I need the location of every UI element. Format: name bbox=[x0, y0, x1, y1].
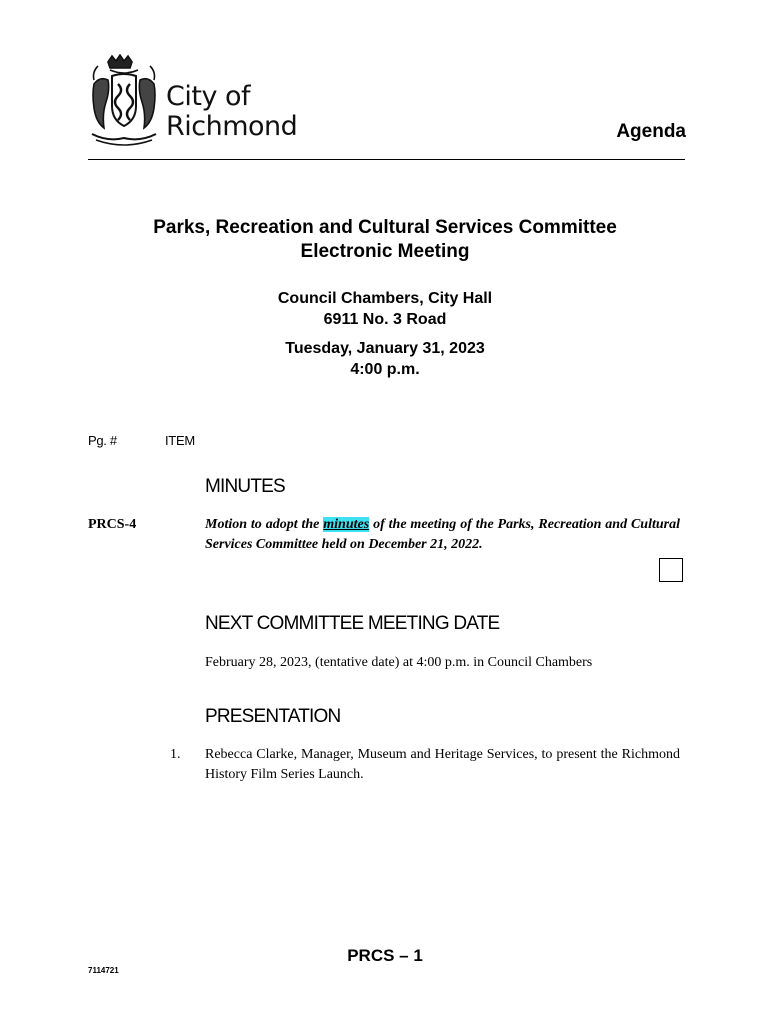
motion-checkbox[interactable] bbox=[659, 558, 683, 582]
location-line1: Council Chambers, City Hall bbox=[277, 290, 493, 307]
meeting-title bbox=[0, 216, 770, 264]
meeting-time: 4:00 p.m. bbox=[350, 361, 420, 378]
section-heading-presentation: PRESENTATION bbox=[205, 706, 341, 727]
highlighted-link[interactable]: minutes bbox=[323, 517, 370, 532]
item-number: 1. bbox=[170, 747, 181, 762]
page-reference: PRCS-4 bbox=[88, 517, 137, 532]
city-name bbox=[166, 82, 297, 142]
motion-text-before: Motion to adopt the bbox=[205, 517, 324, 532]
meeting-title-line1: Parks, Recreation and Cultural Services Committee bbox=[153, 217, 617, 238]
header-divider bbox=[88, 159, 685, 160]
section-heading-minutes: MINUTES bbox=[205, 476, 285, 497]
column-header-item: ITEM bbox=[165, 433, 195, 448]
motion-text bbox=[205, 515, 680, 555]
city-name-line1: City of bbox=[166, 81, 251, 112]
meeting-datetime bbox=[0, 338, 770, 380]
doc-type-label: Agenda bbox=[616, 121, 686, 142]
meeting-location bbox=[0, 288, 770, 330]
motion-text-after: of the meeting of the Parks, Recreation and Cultural Services Committee held on December 21, 2022. bbox=[205, 517, 680, 552]
column-header-page: Pg. # bbox=[88, 433, 117, 448]
city-crest-icon bbox=[88, 54, 160, 148]
presentation-text: Rebecca Clarke, Manager, Museum and Heritage Services, to present the Richmond History Film Series Launch. bbox=[205, 747, 680, 782]
location-line2: 6911 No. 3 Road bbox=[323, 311, 447, 328]
page-label: PRCS – 1 bbox=[347, 946, 423, 965]
document-id: 7114721 bbox=[88, 966, 119, 975]
meeting-date: Tuesday, January 31, 2023 bbox=[285, 340, 485, 357]
section-heading-next-meeting: NEXT COMMITTEE MEETING DATE bbox=[205, 613, 500, 634]
meeting-title-line2: Electronic Meeting bbox=[300, 241, 470, 262]
city-name-line2: Richmond bbox=[166, 111, 298, 142]
next-meeting-text: February 28, 2023, (tentative date) at 4:00 p.m. in Council Chambers bbox=[205, 655, 593, 670]
